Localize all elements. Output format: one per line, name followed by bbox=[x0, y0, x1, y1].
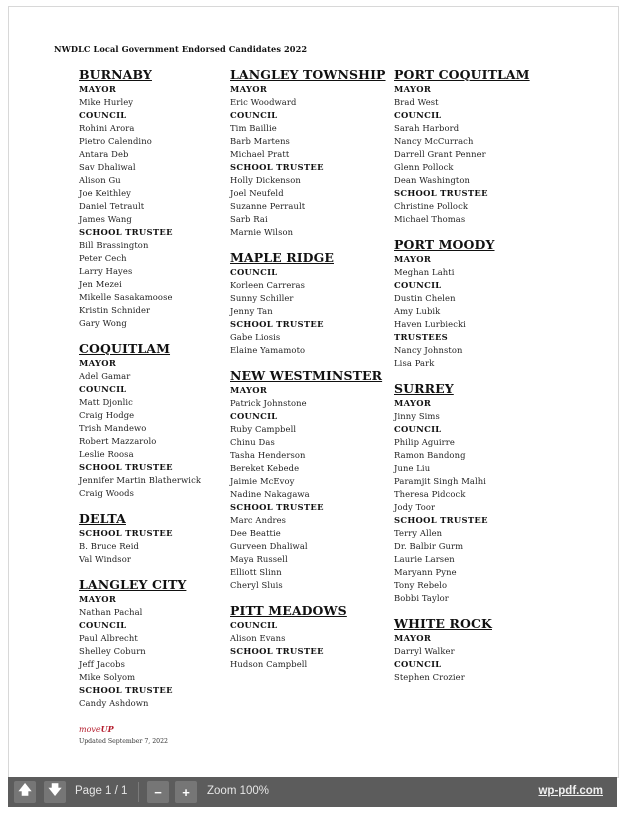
candidate-name: Paul Albrecht bbox=[79, 633, 138, 643]
candidate-name: Jeff Jacobs bbox=[79, 659, 126, 669]
region-heading: PORT MOODY bbox=[394, 237, 495, 252]
candidate-name: Daniel Tetrault bbox=[79, 201, 145, 211]
candidate-name: Sav Dhaliwal bbox=[79, 162, 136, 172]
region-section bbox=[79, 341, 229, 500]
page-indicator: Page 1 / 1 bbox=[75, 785, 128, 797]
candidate-name: Larry Hayes bbox=[79, 266, 133, 276]
candidate-name: Craig Woods bbox=[79, 488, 134, 498]
candidate-name: Craig Hodge bbox=[79, 410, 135, 420]
role-label: MAYOR bbox=[230, 84, 268, 94]
region-heading: MAPLE RIDGE bbox=[230, 250, 334, 265]
region-section bbox=[394, 237, 529, 370]
candidate-name: Lisa Park bbox=[394, 358, 435, 368]
candidate-name: Nathan Pachal bbox=[79, 607, 143, 617]
candidate-name: Sunny Schiller bbox=[230, 293, 294, 303]
arrow-up-icon: 🡅 bbox=[18, 782, 32, 797]
candidate-name: Tony Rebelo bbox=[394, 580, 448, 590]
role-label: SCHOOL TRUSTEE bbox=[230, 319, 324, 329]
candidate-name: Joe Keithley bbox=[79, 188, 132, 198]
region-heading: LANGLEY TOWNSHIP bbox=[230, 67, 386, 82]
role-label: COUNCIL bbox=[79, 110, 127, 120]
candidates-column-2 bbox=[230, 67, 390, 682]
role-label: MAYOR bbox=[230, 385, 268, 395]
role-label: MAYOR bbox=[79, 84, 117, 94]
candidate-name: Nancy Johnston bbox=[394, 345, 463, 355]
candidate-name: Terry Allen bbox=[394, 528, 443, 538]
region-section bbox=[230, 603, 390, 671]
document-title: NWDLC Local Government Endorsed Candidates 2022 bbox=[54, 44, 308, 54]
candidate-name: Korleen Carreras bbox=[230, 280, 305, 290]
candidate-name: Chinu Das bbox=[230, 437, 275, 447]
candidate-name: Dee Beattie bbox=[230, 528, 281, 538]
candidate-name: Jinny Sims bbox=[394, 411, 440, 421]
candidate-name: Patrick Johnstone bbox=[230, 398, 307, 408]
candidate-name: B. Bruce Reid bbox=[79, 541, 139, 551]
candidate-name: Robert Mazzarolo bbox=[79, 436, 157, 446]
candidate-name: Rohini Arora bbox=[79, 123, 135, 133]
candidate-name: June Liu bbox=[394, 463, 431, 473]
region-section bbox=[230, 368, 390, 592]
role-label: MAYOR bbox=[79, 358, 117, 368]
candidate-name: Ramon Bandong bbox=[394, 450, 466, 460]
role-label: SCHOOL TRUSTEE bbox=[230, 646, 324, 656]
role-label: COUNCIL bbox=[394, 280, 442, 290]
role-label: MAYOR bbox=[394, 84, 432, 94]
candidate-name: Gary Wong bbox=[79, 318, 127, 328]
candidate-name: Paramjit Singh Malhi bbox=[394, 476, 487, 486]
candidate-name: Peter Cech bbox=[79, 253, 127, 263]
candidate-name: Trish Mandewo bbox=[79, 423, 147, 433]
role-label: SCHOOL TRUSTEE bbox=[230, 162, 324, 172]
candidate-name: Philip Aguirre bbox=[394, 437, 455, 447]
candidate-name: Bill Brassington bbox=[79, 240, 149, 250]
candidate-name: Laurie Larsen bbox=[394, 554, 455, 564]
candidate-name: Barb Martens bbox=[230, 136, 290, 146]
region-section bbox=[394, 67, 529, 226]
candidate-name: Darrell Grant Penner bbox=[394, 149, 486, 159]
candidate-name: Haven Lurbiecki bbox=[394, 319, 466, 329]
candidate-name: Eric Woodward bbox=[230, 97, 297, 107]
candidate-name: Holly Dickenson bbox=[230, 175, 301, 185]
candidate-name: Dean Washington bbox=[394, 175, 471, 185]
role-label: COUNCIL bbox=[394, 424, 442, 434]
role-label: COUNCIL bbox=[394, 659, 442, 669]
role-label: MAYOR bbox=[79, 594, 117, 604]
region-heading: COQUITLAM bbox=[79, 341, 171, 356]
region-section bbox=[79, 511, 229, 566]
candidate-name: Stephen Crozier bbox=[394, 672, 465, 682]
role-label: COUNCIL bbox=[230, 267, 278, 277]
region-section bbox=[79, 577, 229, 710]
role-label: COUNCIL bbox=[230, 620, 278, 630]
candidate-name: Jody Toor bbox=[394, 502, 436, 512]
candidate-name: Dr. Balbir Gurm bbox=[394, 541, 464, 551]
candidate-name: Ruby Campbell bbox=[230, 424, 297, 434]
region-heading: BURNABY bbox=[79, 67, 152, 82]
updated-date: Updated September 7, 2022 bbox=[79, 738, 168, 745]
region-heading: NEW WESTMINSTER bbox=[230, 368, 383, 383]
role-label: MAYOR bbox=[394, 254, 432, 264]
zoom-level: Zoom 100% bbox=[207, 785, 270, 797]
candidate-name: Elliott Slinn bbox=[230, 567, 282, 577]
candidates-column-3 bbox=[394, 67, 529, 695]
candidate-name: Maryann Pyne bbox=[394, 567, 457, 577]
candidate-name: Christine Pollock bbox=[394, 201, 469, 211]
candidate-name: Cheryl Sluis bbox=[230, 580, 283, 590]
candidate-name: Nancy McCurrach bbox=[394, 136, 474, 146]
candidate-name: Tim Baillie bbox=[230, 123, 277, 133]
candidate-name: Meghan Lahti bbox=[394, 267, 455, 277]
candidate-name: Jen Mezei bbox=[79, 279, 122, 289]
role-label: MAYOR bbox=[394, 633, 432, 643]
toolbar-divider bbox=[138, 782, 139, 802]
region-heading: SURREY bbox=[394, 381, 454, 396]
candidate-name: Theresa Pidcock bbox=[394, 489, 466, 499]
region-section bbox=[394, 381, 529, 605]
candidate-name: Darryl Walker bbox=[394, 646, 455, 656]
candidate-name: James Wang bbox=[79, 214, 132, 224]
pdf-viewer-toolbar bbox=[8, 777, 617, 807]
candidate-name: Joel Neufeld bbox=[230, 188, 284, 198]
pdf-page bbox=[8, 6, 619, 778]
role-label: MAYOR bbox=[394, 398, 432, 408]
role-label: SCHOOL TRUSTEE bbox=[79, 227, 173, 237]
candidate-name: Sarb Rai bbox=[230, 214, 268, 224]
role-label: SCHOOL TRUSTEE bbox=[79, 685, 173, 695]
candidates-column-1 bbox=[79, 67, 229, 721]
candidate-name: Glenn Pollock bbox=[394, 162, 454, 172]
candidate-name: Mike Hurley bbox=[79, 97, 134, 107]
role-label: SCHOOL TRUSTEE bbox=[79, 528, 173, 538]
previous-page-button[interactable] bbox=[14, 781, 36, 803]
candidate-name: Shelley Coburn bbox=[79, 646, 146, 656]
role-label: COUNCIL bbox=[230, 411, 278, 421]
region-heading: LANGLEY CITY bbox=[79, 577, 187, 592]
role-label: SCHOOL TRUSTEE bbox=[394, 515, 488, 525]
candidate-name: Tasha Henderson bbox=[230, 450, 306, 460]
candidate-name: Marnie Wilson bbox=[230, 227, 294, 237]
candidate-name: Candy Ashdown bbox=[79, 698, 149, 708]
role-label: COUNCIL bbox=[394, 110, 442, 120]
candidate-name: Michael Thomas bbox=[394, 214, 466, 224]
candidate-name: Val Windsor bbox=[79, 554, 131, 564]
region-heading: PORT COQUITLAM bbox=[394, 67, 530, 82]
candidate-name: Pietro Calendino bbox=[79, 136, 152, 146]
candidate-name: Sarah Harbord bbox=[394, 123, 460, 133]
role-label: COUNCIL bbox=[79, 384, 127, 394]
region-heading: PITT MEADOWS bbox=[230, 603, 347, 618]
candidate-name: Leslie Roosa bbox=[79, 449, 134, 459]
zoom-out-button[interactable]: − bbox=[147, 781, 169, 803]
candidate-name: Mike Solyom bbox=[79, 672, 136, 682]
candidate-name: Dustin Chelen bbox=[394, 293, 456, 303]
candidate-name: Marc Andres bbox=[230, 515, 287, 525]
region-section bbox=[230, 67, 390, 239]
candidate-name: Antara Deb bbox=[79, 149, 129, 159]
candidate-name: Matt Djonlic bbox=[79, 397, 133, 407]
moveup-logo: moveUP bbox=[79, 724, 114, 734]
wp-pdf-link[interactable]: wp-pdf.com bbox=[538, 785, 603, 797]
candidate-name: Jenny Tan bbox=[230, 306, 273, 316]
candidate-name: Bereket Kebede bbox=[230, 463, 300, 473]
candidate-name: Gurveen Dhaliwal bbox=[230, 541, 308, 551]
next-page-button[interactable] bbox=[44, 781, 66, 803]
role-label: TRUSTEES bbox=[394, 332, 448, 342]
candidate-name: Michael Pratt bbox=[230, 149, 290, 159]
candidate-name: Amy Lubik bbox=[394, 306, 441, 316]
candidate-name: Jennifer Martin Blatherwick bbox=[79, 475, 202, 485]
region-section bbox=[394, 616, 529, 684]
arrow-down-icon: 🡇 bbox=[48, 782, 62, 797]
region-heading: DELTA bbox=[79, 511, 126, 526]
zoom-in-button[interactable]: + bbox=[175, 781, 197, 803]
candidate-name: Kristin Schnider bbox=[79, 305, 151, 315]
candidate-name: Nadine Nakagawa bbox=[230, 489, 310, 499]
candidate-name: Bobbi Taylor bbox=[394, 593, 449, 603]
candidate-name: Hudson Campbell bbox=[230, 659, 308, 669]
region-section bbox=[79, 67, 229, 330]
candidate-name: Adel Gamar bbox=[79, 371, 131, 381]
role-label: SCHOOL TRUSTEE bbox=[394, 188, 488, 198]
role-label: SCHOOL TRUSTEE bbox=[230, 502, 324, 512]
role-label: COUNCIL bbox=[79, 620, 127, 630]
candidate-name: Maya Russell bbox=[230, 554, 288, 564]
region-section bbox=[230, 250, 390, 357]
region-heading: WHITE ROCK bbox=[394, 616, 492, 631]
role-label: SCHOOL TRUSTEE bbox=[79, 462, 173, 472]
candidate-name: Jaimie McEvoy bbox=[230, 476, 295, 486]
candidate-name: Suzanne Perrault bbox=[230, 201, 306, 211]
candidate-name: Elaine Yamamoto bbox=[230, 345, 306, 355]
role-label: COUNCIL bbox=[230, 110, 278, 120]
candidate-name: Alison Evans bbox=[230, 633, 286, 643]
candidate-name: Gabe Liosis bbox=[230, 332, 281, 342]
candidate-name: Brad West bbox=[394, 97, 439, 107]
candidate-name: Alison Gu bbox=[79, 175, 121, 185]
candidate-name: Mikelle Sasakamoose bbox=[79, 292, 173, 302]
